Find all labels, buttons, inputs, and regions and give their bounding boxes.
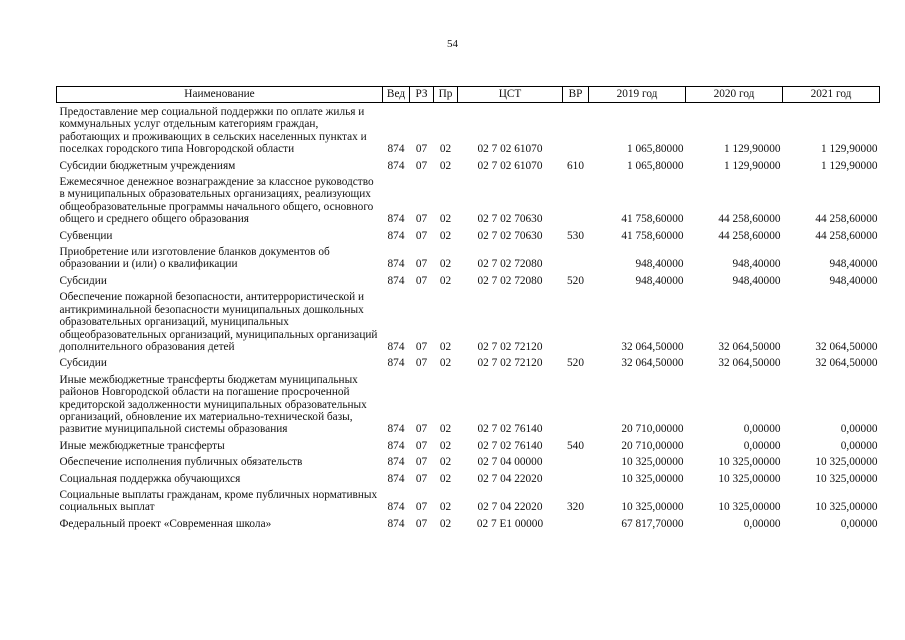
row-ved: 874: [387, 456, 405, 469]
row-pr: 02: [439, 439, 452, 452]
row-vr: 520: [567, 357, 584, 370]
row-vr: 610: [567, 159, 584, 172]
row-pr: 02: [439, 501, 452, 514]
row-rz: 07: [415, 439, 428, 452]
row-name: Субсидии: [59, 357, 107, 370]
row-vr: [563, 103, 589, 157]
table-row: [57, 272, 880, 288]
row-name: Обеспечение исполнения публичных обязательств: [59, 456, 303, 469]
table-row: [57, 515, 880, 531]
row-vr: 320: [567, 501, 584, 514]
row-cst: 02 7 02 72120: [477, 357, 543, 370]
row-amount-2021: 44 258,60000: [815, 229, 878, 242]
row-ved: 874: [387, 213, 405, 226]
table-row: [57, 157, 880, 173]
table-row: [57, 243, 880, 272]
row-vr: [563, 243, 589, 272]
row-cst: 02 7 04 00000: [477, 456, 543, 469]
row-amount-2020: 0,00000: [743, 517, 781, 530]
row-ved: 874: [387, 439, 405, 452]
row-amount-2019: 10 325,00000: [621, 472, 684, 485]
row-rz: 07: [415, 357, 428, 370]
row-pr: 02: [439, 213, 452, 226]
row-name: Федеральный проект «Современная школа»: [59, 517, 272, 530]
row-amount-2021: 1 129,90000: [821, 143, 878, 156]
row-rz: 07: [415, 229, 428, 242]
row-vr: [563, 470, 589, 486]
row-vr: 540: [567, 439, 584, 452]
table-row: [57, 288, 880, 354]
row-ved: 874: [387, 357, 405, 370]
row-amount-2020: 948,40000: [732, 274, 781, 287]
row-name: Субвенции: [59, 229, 113, 242]
row-pr: 02: [439, 472, 452, 485]
row-pr: 02: [439, 159, 452, 172]
row-vr: 530: [567, 229, 584, 242]
row-amount-2019: 948,40000: [635, 274, 684, 287]
row-ved: 874: [387, 274, 405, 287]
row-cst: 02 7 02 72120: [477, 340, 543, 353]
row-pr: 02: [439, 229, 452, 242]
row-amount-2020: 32 064,50000: [718, 357, 781, 370]
row-pr: 02: [439, 423, 452, 436]
row-rz: 07: [415, 501, 428, 514]
table-row: [57, 470, 880, 486]
table-row: [57, 371, 880, 437]
budget-table: [56, 86, 880, 531]
row-name: Обеспечение пожарной безопасности, антитеррористической и антикриминальной безопасности муниципальных дошкольных образовательных организаций, муниципальных общеобразовательных организаций, муниципальных организаций дополнительного образования детей: [59, 291, 378, 353]
row-amount-2019: 20 710,00000: [621, 423, 684, 436]
page-number: 54: [447, 38, 458, 50]
row-amount-2020: 44 258,60000: [718, 229, 781, 242]
row-name: Субсидии бюджетным учреждениям: [59, 159, 236, 172]
row-cst: 02 7 02 72080: [477, 258, 543, 271]
row-name: Приобретение или изготовление бланков документов об образовании и (или) о квалификации: [59, 246, 330, 271]
row-amount-2021: 32 064,50000: [815, 340, 878, 353]
row-cst: 02 7 04 22020: [477, 501, 543, 514]
row-pr: 02: [439, 258, 452, 271]
row-pr: 02: [439, 143, 452, 156]
row-amount-2020: 32 064,50000: [718, 340, 781, 353]
row-amount-2021: 948,40000: [829, 274, 878, 287]
row-ved: 874: [387, 517, 405, 530]
table-row: [57, 103, 880, 157]
row-amount-2021: 10 325,00000: [815, 501, 878, 514]
header-vr: ВР: [563, 87, 589, 103]
row-amount-2021: 948,40000: [829, 258, 878, 271]
row-amount-2019: 67 817,70000: [621, 517, 684, 530]
row-cst: 02 7 02 72080: [477, 274, 543, 287]
row-rz: 07: [415, 258, 428, 271]
row-amount-2019: 10 325,00000: [621, 501, 684, 514]
row-amount-2020: 1 129,90000: [724, 159, 781, 172]
row-name: Субсидии: [59, 274, 107, 287]
row-name: Социальные выплаты гражданам, кроме публичных нормативных социальных выплат: [59, 488, 378, 514]
row-amount-2019: 10 325,00000: [621, 456, 684, 469]
header-ved: Вед: [383, 87, 410, 103]
row-name: Ежемесячное денежное вознаграждение за классное руководство в муниципальных образовательных организациях, реализующих общеобразовательные программы начального общего, основного общего и среднего общего образования: [59, 176, 374, 226]
row-rz: 07: [415, 456, 428, 469]
row-amount-2021: 0,00000: [840, 423, 878, 436]
row-amount-2019: 1 065,80000: [627, 159, 684, 172]
table-header-row: [57, 87, 880, 103]
row-amount-2020: 44 258,60000: [718, 213, 781, 226]
row-rz: 07: [415, 274, 428, 287]
row-amount-2020: 0,00000: [743, 423, 781, 436]
row-name: Иные межбюджетные трансферты: [59, 439, 225, 452]
table-row: [57, 354, 880, 370]
row-pr: 02: [439, 340, 452, 353]
row-amount-2019: 948,40000: [635, 258, 684, 271]
row-amount-2020: 1 129,90000: [724, 143, 781, 156]
row-amount-2019: 41 758,60000: [621, 229, 684, 242]
header-rz: РЗ: [410, 87, 434, 103]
row-rz: 07: [415, 143, 428, 156]
row-amount-2021: 32 064,50000: [815, 357, 878, 370]
row-cst: 02 7 02 76140: [477, 439, 543, 452]
row-rz: 07: [415, 423, 428, 436]
row-vr: [563, 173, 589, 227]
table-row: [57, 173, 880, 227]
row-cst: 02 7 04 22020: [477, 472, 543, 485]
row-ved: 874: [387, 229, 405, 242]
row-amount-2019: 41 758,60000: [621, 213, 684, 226]
table-row: [57, 486, 880, 515]
row-vr: [563, 453, 589, 469]
row-amount-2020: 10 325,00000: [718, 501, 781, 514]
row-amount-2020: 948,40000: [732, 258, 781, 271]
row-pr: 02: [439, 456, 452, 469]
row-amount-2020: 10 325,00000: [718, 456, 781, 469]
header-2020: 2020 год: [686, 87, 783, 103]
row-amount-2021: 10 325,00000: [815, 456, 878, 469]
row-cst: 02 7 02 70630: [477, 229, 543, 242]
row-amount-2021: 44 258,60000: [815, 213, 878, 226]
row-vr: [563, 515, 589, 531]
row-ved: 874: [387, 501, 405, 514]
row-cst: 02 7 02 61070: [477, 143, 543, 156]
header-2019: 2019 год: [589, 87, 686, 103]
header-2021: 2021 год: [783, 87, 880, 103]
row-amount-2021: 10 325,00000: [815, 472, 878, 485]
table-row: [57, 227, 880, 243]
row-cst: 02 7 E1 00000: [476, 517, 544, 530]
row-ved: 874: [387, 143, 405, 156]
row-ved: 874: [387, 258, 405, 271]
row-ved: 874: [387, 472, 405, 485]
row-ved: 874: [387, 340, 405, 353]
row-cst: 02 7 02 61070: [477, 159, 543, 172]
row-cst: 02 7 02 70630: [477, 213, 543, 226]
row-rz: 07: [415, 213, 428, 226]
table-row: [57, 437, 880, 453]
row-pr: 02: [439, 274, 452, 287]
row-rz: 07: [415, 472, 428, 485]
row-amount-2020: 10 325,00000: [718, 472, 781, 485]
row-vr: [563, 288, 589, 354]
row-amount-2021: 0,00000: [840, 517, 878, 530]
row-amount-2021: 1 129,90000: [821, 159, 878, 172]
row-pr: 02: [439, 357, 452, 370]
row-rz: 07: [415, 517, 428, 530]
row-rz: 07: [415, 340, 428, 353]
header-name: Наименование: [57, 87, 383, 103]
row-ved: 874: [387, 159, 405, 172]
row-cst: 02 7 02 76140: [477, 423, 543, 436]
row-amount-2020: 0,00000: [743, 439, 781, 452]
row-amount-2019: 32 064,50000: [621, 357, 684, 370]
row-name: Социальная поддержка обучающихся: [59, 472, 241, 485]
row-amount-2019: 20 710,00000: [621, 439, 684, 452]
row-ved: 874: [387, 423, 405, 436]
row-name: Предоставление мер социальной поддержки по оплате жилья и коммунальных услуг отдельным категориям граждан, работающих и проживающих в сельских населенных пунктах и поселках городского типа Новгородской области: [59, 106, 367, 156]
row-pr: 02: [439, 517, 452, 530]
row-amount-2021: 0,00000: [840, 439, 878, 452]
row-amount-2019: 1 065,80000: [627, 143, 684, 156]
header-cst: ЦСТ: [458, 87, 563, 103]
row-rz: 07: [415, 159, 428, 172]
table-body: [57, 103, 880, 532]
row-name: Иные межбюджетные трансферты бюджетам муниципальных районов Новгородской области на погашение просроченной кредиторской задолженности муниципальных образовательных организаций, обновление их материально-технической базы, развитие муниципальной системы образования: [59, 373, 367, 436]
table-row: [57, 453, 880, 469]
header-pr: Пр: [434, 87, 458, 103]
row-vr: [563, 371, 589, 437]
row-amount-2019: 32 064,50000: [621, 340, 684, 353]
row-vr: 520: [567, 274, 584, 287]
